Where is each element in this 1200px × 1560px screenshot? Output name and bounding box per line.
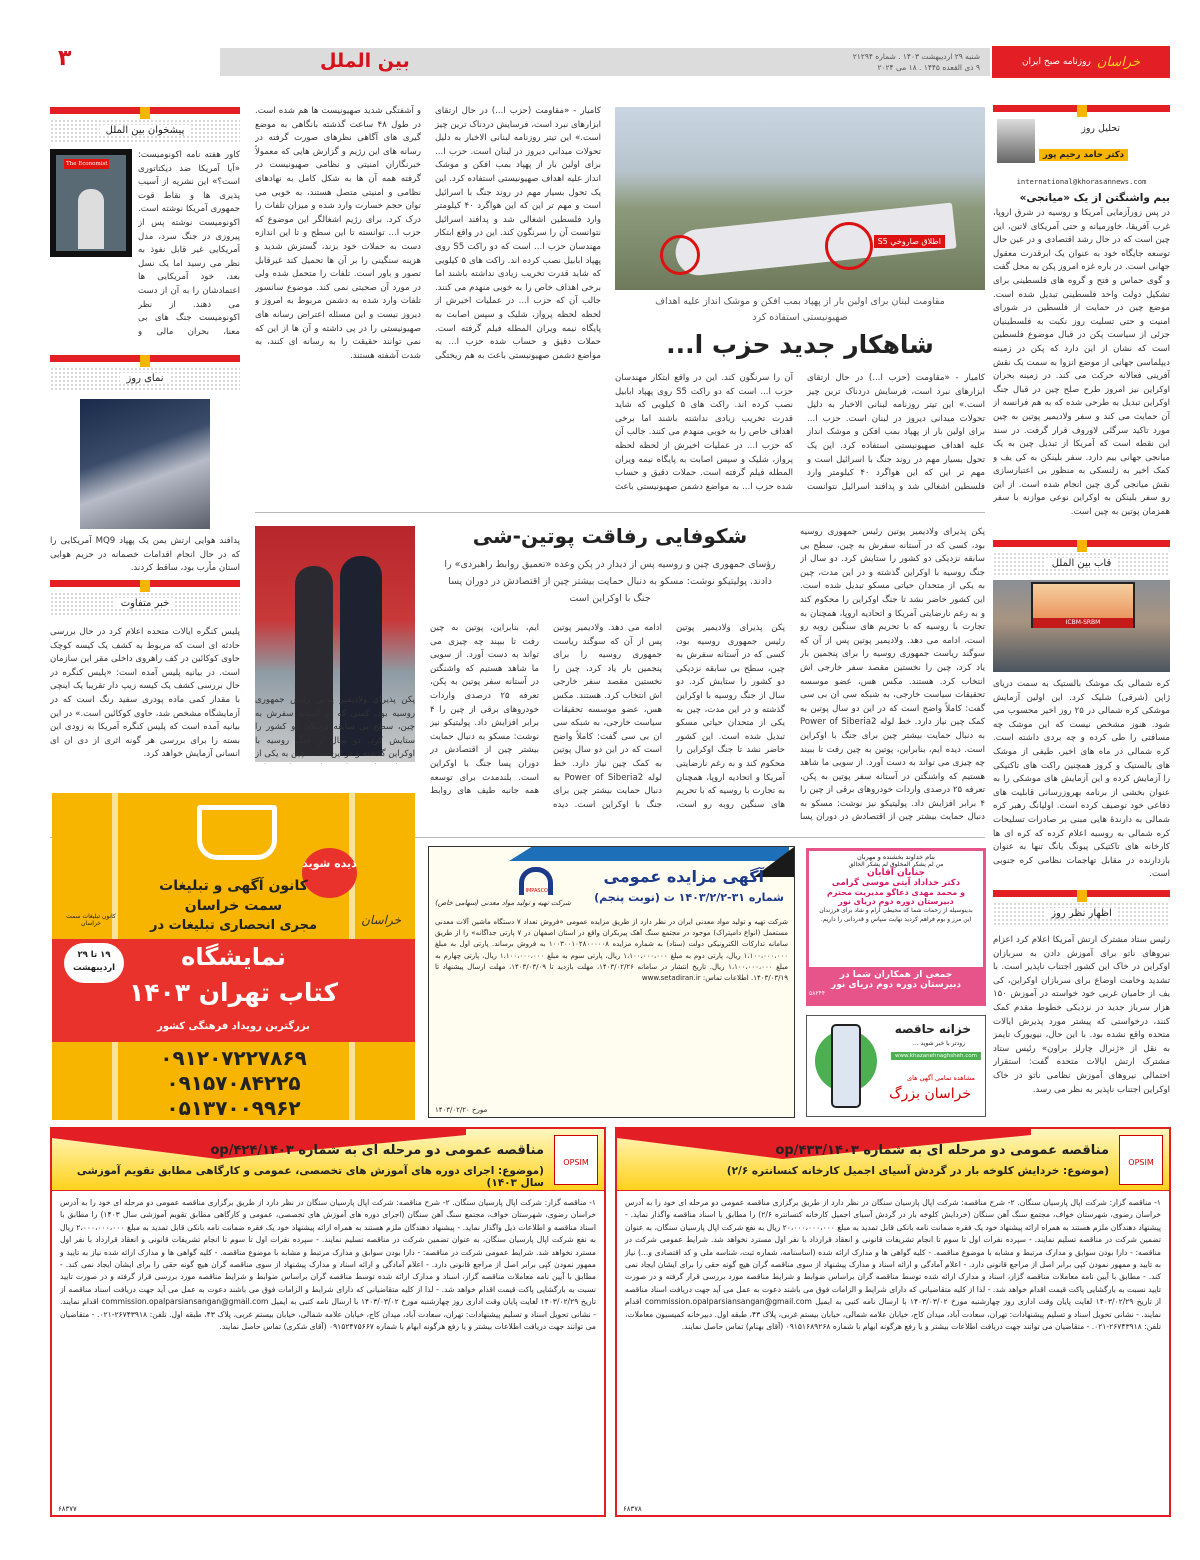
section-label: اظهار نظر روز xyxy=(1045,908,1118,919)
impasco-logo: IMPASCO xyxy=(519,867,553,895)
tender-title: مناقصه عمومی دو مرحله ای به شماره ۱۴۰۳/op/۴۲۴ xyxy=(210,1143,544,1158)
tender-subject: (موضوع: خردایش کلوخه بار در گردش آسیای اجمیل کارخانه کنسانتره ۲/۶) xyxy=(726,1165,1109,1177)
second-body-left: پکن پذیرای ولادیمیر پوتین رئیس جمهوری روسیه بود، کسی که در آستانه سفرش به چین، سطح بی سابقه نزدیکی دو کشور را ستایش کرد. دو سال از جنگ روسیه با اوکراین گذشته و در این مدت، چین به یکی از xyxy=(255,695,415,760)
second-body-main: پکن پذیرای ولادیمیر پوتین رئیس جمهوری روسیه بود، کسی که در آستانه سفرش به چین، سطح بی سابقه نزدیکی دو کشور را ستایش کرد. دو سال از جنگ روسیه با اوکراین گذشته و در این مدت، چین به یکی از متحدان حیاتی مسکو تبدیل شده است. این کشور حاضر نشد تا جنگ اوکراین را محکوم کند و به رغم نارضایتی آمریکا و اتحادیه اروپا، همچنان به تجارت با روسیه که با تحریم های سنگین روبه رو است، ادامه می دهد. ولادیمیر پوتین پس از آن که سوگند ریاست جمهوری روسیه را برای پنجمین بار یاد کرد، چین را نخستین مقصد سفر خارجی اش انتخاب کرد. هستند. مکس هس، عضو موسسه تحقیقات سیاست خارجی، به شبکه سی ان بی سی گفت: کاملاً واضح است که در این دو سال پوتین به کمک چین نیاز دارد. خط لوله Power of Siberia2 به دنبال حمایت بیشتر چین برای جنگ با اوکراین است. دیده ایم، بنابراین، پوتین به چین رفت تا ببیند چه چیزی می تواند به دست آورد. از سویی ما شاهد هستیم که واشنگتن در آستانه سفر پوتین به پکن، تعرفه ۲۵ درصدی واردات خودروهای برقی از چین را ۴ برابر افزایش داد. پولیتیکو نیز نوشت: مسکو به دنبال حمایت بیشتر چین از اقتصادش در دوران پسا جنگ با اوکراین است. بلندمدت برای توسعه همه جانبه طیف های روابط xyxy=(430,623,785,810)
issue-date-hijri: ۹ ذی القعده ۱۴۴۵ . ۱۸ می ۲۰۲۴ xyxy=(877,63,980,72)
lead-body-continued: کامیار - «مقاومت (حزب ا...) در حال ارتقای ابزارهای نبرد است، فرسایش دردناک ترین چیز است.» این تیتر روزنامه لبنانی الاخبار به دلیل تحولات میدانی دیروز در لبنان است. حزب ا... برای اولین بار از پهپاد بمب افکن و موشک انداز علیه اهداف صهیونیستی استفاده کرد. این یک تحول بسیار مهم در روند جنگ با اسرائیل است و مهم تر این که این هواگرد ۴۰ کیلومتر وارد فلسطین اشغالی شد و پدافند اسرائیل نتوانست آن را سرنگون کند. این در واقع ابتکار مهندسان حزب ا... است که دو راکت S5 روی پهپاد ابابیل نصب کرده اند. راکت های ۵ کیلویی که شاید قدرت تخریب زیادی نداشته باشند اما برخی اهداف خاص را به خوبی منهدم می کنند. جالب آن که حزب ا... در عملیات اخیرش از لحظه لحظه پرواز، شلیک و سپس اصابت به پایگاه نیمه ویران المطله فیلم گرفته است. حملات دقیق و حساب شده حزب ا... به مواضع دشمن صهیونیستی باعث به هم ریختگی و آشفتگی شدید صهیونیست ها هم شده است. در طول ۴۸ ساعت گذشته بانگاهی به موضع گیری های آگاهی نظرهای صورت گرفته در رسانه های این رژیم و گزارش هایی که معمولاً خبرنگاران امنیتی و نظامی صهیونیست در گرفته همه آن ها به شکل کامل به نهادهای نظامی و امنیتی متصل هستند، به خوبی می توان حجم خسارت وارد شده و میزان تلفات را درک کرد. برای رژیم اشغالگر این موضوع که حزب ا... توانسته تا این سطح و تا این اندازه دست به حملات خود بزند، گسترش شدید و هزینه سنگینی را بر آن ها تحمیل کند غیرقابل تصور و باور است. تلفات را متحمل شده ولی در مورد آن صحبتی نمی کند. موضوع سانسور تلفات وارد شده به دشمن مربوط به امروز و دیروز نیست و این مسئله اعتراض رسانه های صهیونیستی را در پی داشته و آن ها از این که نمی توانند حقیقت را به رسانه ای کنند، به شدت آشفته هستند. xyxy=(255,106,601,361)
phone-3[interactable]: ۰۵۱۳۷۰۰۹۹۶۲ xyxy=(166,1096,301,1120)
thanks-line6: دبیرستان دوره دوم دریای نور xyxy=(838,897,954,906)
tender-ad-424 xyxy=(50,1127,606,1517)
ad-line2: سمت خراسان xyxy=(184,898,283,914)
auction-number: شماره ۳۱-۱۴۰۳/۲/۲ ت (نوبت پنجم) xyxy=(594,891,784,904)
section-title: بین الملل xyxy=(320,50,410,72)
book-icon xyxy=(197,805,277,860)
hezbollah-drone-photo xyxy=(615,107,985,290)
tender-body: ۱- مناقصه گزار: شرکت اپال پارسیان سنگان. ۲- شرح مناقصه: شرکت اپال پارسیان سنگان در نظر دارد از طریق برگزاری مناقصه عمومی دو مرحله ای خود را به آدرس خراسان رضوی، شهرستان خواف، مجتمع سنگ آهن سنگان (اجرای دوره های آموزش های تخصصی، عمومی و کارگاهی مطابق تقویم آموزشی سال ۱۴۰۳) را مطابق با اسناد مناقصه و اطلاعات ذیل واگذار نماید. - پیشنهاد دهندگان ملزم هستند به همراه ارائه پیشنهاد خود یک فقره ضمانت نامه بانکی قابل تمدید به مبلغ ۲،۰۰۰،۰۰۰،۰۰۰ ریال به نفع شرکت اپال پارسیان سنگان، به عنوان تضمین شرکت در مناقصه تسلیم نمایند. - سپرده نفرات اول تا سوم تا انجام تشریفات قانونی و انعقاد قرارداد با نفر اول مسترد نخواهد شد. شرایط عمومی شرکت در مناقصه: - دارا بودن سوابق و مدارک مرتبط و مشابه با موضوع مناقصه. - کلیه گواهی ها و مدارک ارائه شده نیاز به تایید و ممهور نمودن کپی برابر اصل از مراجع قانونی دارد. - اعلام آمادگی و ارائه اسناد و مدارک پیشنهاد از سوی مناقصه گران هیچ گونه حقی را برای ایشان ایجاد نمی کند. - مطابق با آیین نامه معاملات مناقصه گزار، اسناد و مدارک ارائه شده توسط مناقصه گران براساس ضوابط و شرایط مناقصه مورد بررسی قرار گرفته و در صورت تایید نسبت به بارگشایی پاکت قیمت اقدام خواهد شد. - لذا از کلیه متقاضیانی که دارای شرایط و الزامات فوق می باشند دعوت به عمل می آید جهت دریافت اسناد مناقصه از تاریخ ۱۴۰۳/۰۲/۲۹ لغایت پایان وقت اداری روز چهارشنبه مورخ ۱۴۰۳/۰۳/۰۲ با ارسال نامه کتبی به ایمیل commission.opalparsiansangan@gmail.com اقدام نمایند. - نشانی تحویل اسناد و تسلیم پیشنهادات: تهران، سعادت آباد، میدان کاج، خیابان علامه شمالی، خیابان بیستم غربی، پلاک ۴۳، طبقه اول. تلفن: ۲۶۷۴۳۹۱۸-۰۲۱. - متقاضیان می توانند جهت دریافت اطلاعات بیشتر و یا رفع هرگونه ابهام با شماره ۰۹۱۵۲۴۷۵۶۶۷ (آقای شکری) تماس حاصل نمایند. xyxy=(60,1198,596,1332)
second-headline: شکوفایی رفاقت پوتین-شی xyxy=(472,524,748,548)
tagline: روزنامه صبح ایران xyxy=(1021,57,1091,67)
photo-of-day-column xyxy=(50,355,240,579)
lead-kicker: مقاومت لبنان برای اولین بار از پهپاد بمب افکن و موشک انداز علیه اهداف صهیونیستی استفاده کرد xyxy=(655,296,945,323)
classified-line2: خراسان بزرگ xyxy=(889,1086,971,1102)
tender-title: مناقصه عمومی دو مرحله ای به شماره ۱۴۰۳/op/۴۳۳ xyxy=(775,1143,1109,1158)
frame-column xyxy=(993,540,1170,878)
drone-wreck-photo xyxy=(80,399,210,529)
tender-code: ۶۸۳۷۷ xyxy=(58,1505,77,1513)
opinion-column xyxy=(993,890,1170,1114)
photo-caption: پدافند هوایی ارتش یمن یک پهپاد MQ9 آمریکایی را که در حال انجام اقدامات خصمانه در حریم هوایی استان مأرب بود، ساقط کردند. xyxy=(50,536,240,574)
issue-date: شنبه ۲۹ اردیبهشت ۱۴۰۳ . شماره ۲۱۲۹۴ xyxy=(852,52,980,61)
north-korea-photo xyxy=(993,580,1170,672)
tender-body: ۱- مناقصه گزار: شرکت اپال پارسیان سنگان. ۲- شرح مناقصه: شرکت اپال پارسیان سنگان در نظر دارد از طریق برگزاری مناقصه عمومی دو مرحله ای خود را به آدرس خراسان رضوی، شهرستان خواف، مجتمع سنگ آهن سنگان (خردایش کلوخه بار در گردش آسیای اجمیل کارخانه کنسانتره ۲/۶) را مطابق با اسناد مناقصه واگذار نماید. - پیشنهاد دهندگان ملزم هستند به همراه ارائه پیشنهاد خود یک فقره ضمانت نامه بانکی قابل تمدید به مبلغ ۲۰،۰۰۰،۰۰۰،۰۰۰ ریال به نفع شرکت اپال پارسیان سنگان، به عنوان تضمین شرکت در مناقصه تسلیم نمایند. - سپرده نفرات اول تا سوم تا انجام تشریفات قانونی و انعقاد قرارداد با نفر اول مسترد نخواهد شد. شرایط عمومی شرکت در مناقصه: - دارا بودن سوابق و مدارک مرتبط و مشابه با موضوع مناقصه. - کلیه گواهی ها و مدارک ارائه شده (اساسنامه، شماره ثبت، شناسه ملی و کد اقتصادی و...) نیاز به تایید و ممهور نمودن کپی برابر اصل از مراجع قانونی دارد. - اعلام آمادگی و ارائه اسناد و مدارک پیشنهاد از سوی مناقصه گران هیچ گونه حقی را برای ایشان ایجاد نمی کند. - مطابق با آیین نامه معاملات مناقصه گزار، اسناد و مدارک ارائه شده توسط مناقصه گران براساس ضوابط و شرایط مناقصه مورد بررسی قرار گرفته و در صورت تایید نسبت به بارگشایی پاکت قیمت اقدام خواهد شد. - لذا از کلیه متقاضیانی که دارای شرایط و الزامات فوق می باشند دعوت به عمل می آید جهت دریافت اسناد مناقصه از تاریخ ۱۴۰۳/۰۲/۲۹ لغایت پایان وقت اداری روز چهارشنبه مورخ ۱۴۰۳/۰۳/۰۲ با ارسال نامه کتبی به ایمیل commission.opalparsiansangan@gmail.com اقدام نمایند. - نشانی تحویل اسناد و تسلیم پیشنهادات: تهران، سعادت آباد، میدان کاج، خیابان علامه شمالی، خیابان بیستم غربی، پلاک ۴۳، طبقه اول. دبیرخانه کمیسیون معاملات، تلفن: ۲۶۷۴۳۹۱۸-۰۲۱. - متقاضیان می توانند جهت دریافت اطلاعات بیشتر و یا رفع هرگونه ابهام با شماره ۰۹۱۵۱۶۸۹۲۶۸ (آقای بهنام) تماس حاصل نمایند. xyxy=(625,1198,1162,1332)
analysis-title: بیم واشنگتن از یک «میانجی» xyxy=(1019,192,1170,204)
frame-body: کره شمالی یک موشک بالستیک به سمت دریای ژاپن (شرقی) شلیک کرد. این اولین آزمایش موشکی کره شمالی در ۲۵ روز اخیر محسوب می شود. هنوز مشخص نیست که این موشک چه مسافتی را طی کرده و چه بردی داشته است. کره شمالی در ماه های اخیر، طیفی از موشک های بالستیک و کروز همچنین راکت های تاکتیکی را آزمایش کرده و این آزمایش های موشکی را به عنوان بخشی از برنامه بهروزرسانی قابلیت های دفاعی خود توصیف کرده است. اولیانگ رهبر کره شمالی به دارندۀ هایی مبنی بر صادرات تسلیحات کره شمالی به روسیه اعلام کرده که کره ای ها کارخانه های تاکتیکی پیونگ یانگ تنها به عنوان بازدارنده در مقابل تهاجمات نظامی کره جنوبی است. xyxy=(993,679,1170,878)
author-photo xyxy=(997,119,1035,163)
auction-title: آگهی مزایده عمومی xyxy=(603,867,764,886)
thanks-line4: دکتر خداداد آیتی موسی گرامی xyxy=(831,878,961,888)
second-subhead: رؤسای جمهوری چین و روسیه پس از دیدار در پکن وعده «تعمیق روابط راهبردی» را دادند. پولیتیکو نوشت: مسکو به دنبال حمایت بیشتر چین از اقتصادش در دوران پسا جنگ با اوکراین است xyxy=(444,559,776,604)
logo-box xyxy=(992,46,1170,78)
odd-news-column xyxy=(50,580,240,771)
masthead xyxy=(50,46,1170,78)
economist-cover xyxy=(50,149,132,257)
khorasan-classifieds-ad xyxy=(806,1015,986,1117)
agency-logo: کانون تبلیغات سمت خراسان xyxy=(66,913,116,927)
brand-logo: خزانه حاقصه xyxy=(894,1022,971,1036)
auction-footer: مورخ ۱۴۰۳/۰۲/۲۰ xyxy=(435,1106,488,1114)
photo-label: اطلاق صاروخي S5 xyxy=(874,235,945,248)
opsim-logo: OPSIM xyxy=(554,1135,598,1185)
magazine-name: The Economist xyxy=(66,161,108,167)
thanks-line1: بنام خداوند بخشنده و مهربان xyxy=(857,853,935,861)
slogan: زودتر با خبر شوید ... xyxy=(912,1040,965,1047)
auction-ad xyxy=(428,846,795,1118)
fair-title2: کتاب تهران ۱۴۰۳ xyxy=(128,978,339,1007)
ad-line3: مجری انحصاری تبلیغات در xyxy=(149,918,318,933)
section-label: پیشخوان بین الملل xyxy=(100,125,191,136)
opsim-logo: OPSIM xyxy=(1119,1135,1163,1185)
analysis-body: در پس زورآزمایی آمریکا و روسیه در شرق اروپا، غرب آفریقا، خاورمیانه و حتی آمریکای لاتین، این چین است که در حال رشد اقتصادی و در عین حال توسعه جایگاه خود به عنوان یک ابرقدرت معقول جهانی است. در باره غزه امروز پکن به محل گفت و گوی حماس و فتح و گروه های فلسطینی برای تشکیل دولت واحد فلسطینی تبدیل شده است. موضع چین در حمایت از فلسطین در شورای امنیت و حتی تسلیت روز نکبت به فلسطینیان جزئی از سیاست پکن در قبال موضوع فلسطین است که نشان از این دارد که پکن در زمینه دیپلماسی جهانی از موضع انزوا به سمت یک نقش آفرینی فعالانه حرکت می کند. در زمینه بحران اوکراین نیز امروز طرح صلح چین در قبال جنگ اوکراین تبدیل به طرحی شده که به هم فرانسه از آن حمایت می کند و سفر ولادیمیر پوتین به چین مورد تاکید سرگئی لاوروف قرار گرفت. در سند این نقطه است که آمریکا از تبدیل چین به یک میانجی جهانی بیم دارد. سفر بلینکن به کی یف و کمک اخیر به زلنسکی به منظور بی اعتبارسازی نقش میانجی گری چین انجام شده است. از این رو سفر بلینکن به اوکراین نوعی موازنه با سفر همزمان پوتین به چین است. xyxy=(993,208,1170,518)
logo: خراسان xyxy=(1096,54,1141,70)
thanks-line7: بدینوسیله از زحمات شما که محیطی آرام و شاد برای فرزندان این مرز و بوم فراهم کردید نهایت سپاس و قدردانی را داریم. xyxy=(819,907,973,923)
book-fair-ad xyxy=(52,793,415,1120)
ad-code: ۵۸۲۴۴ xyxy=(809,990,826,997)
tv-caption: ICBM-SRBM xyxy=(1033,618,1133,628)
fair-title1: نمایشگاه xyxy=(181,943,286,971)
press-body: کاور هفته نامه اکونومیست: «آیا آمریکا ضد دیکتاتوری است؟» این نشریه از آسیب پذیری ها و نقاط قوت جمهوری آمریکا نوشته است. اکونومیست نوشته پس از پیروزی در جنگ سرد، مدل آمریکایی غیر قابل نفوذ به نظر می رسید اما یک نسل بعد، خود آمریکایی ها اعتمادشان را به آن از دست می دهند. از نظر اکونومیست جنگ های بی معنا، بحران مالی و xyxy=(138,150,240,337)
odd-news-body: پلیس کنگره ایالات متحده اعلام کرد در حال بررسی حادثه ای است که مربوط به کشف یک کیسه کوچک حاوی کوکائین در کف راهروی داخلی مقر این سازمان است. در بیانیه پلیس آمده است: «پلیس کنگره در حال بررسی کشف یک کیسه زیپ دار تقریبا یک اینچی با مقدار کمی ماده پودری سفید رنگ است که در آزمایشگاه مشخص شد، حاوی کوکائین است.» در این بیانیه آمده است که پلیس کنگره آمریکا به زودی این بسته را برای بررسی هر گونه اثری از دی ان ای انسانی آزمایش خواهد کرد. xyxy=(50,627,240,760)
khorasan-logo: خراسان xyxy=(361,913,401,927)
analysis-column xyxy=(993,105,1170,539)
second-body-right: پکن پذیرای ولادیمیر پوتین رئیس جمهوری روسیه بود، کسی که در آستانه سفرش به چین، سطح بی سابقه نزدیکی دو کشور را ستایش کرد. دو سال از جنگ روسیه با اوکراین گذشته و در این مدت، چین به یکی از متحدان حیاتی مسکو تبدیل شده است. این کشور حاضر نشد تا جنگ اوکراین را محکوم کند و به رغم نارضایتی آمریکا و اتحادیه اروپا، همچنان به تجارت با روسیه که با تحریم های سنگین روبه رو است، ادامه می دهد. ولادیمیر پوتین پس از آن که سوگند ریاست جمهوری روسیه را برای پنجمین بار یاد کرد، چین را نخستین مقصد سفر خارجی اش انتخاب کرد. هستند. مکس هس، عضو موسسه تحقیقات سیاست خارجی، به شبکه سی ان بی سی گفت: کاملاً واضح است که در این دو سال پوتین به کمک چین نیاز دارد. خط لوله Power of Siberia2 به دنبال حمایت بیشتر چین برای جنگ با اوکراین است. دیده ایم، بنابراین، پوتین به چین رفت تا ببیند چه چیزی می تواند به دست آورد. از سویی ما شاهد هستیم که واشنگتن در آستانه سفر پوتین به پکن، تعرفه ۲۵ درصدی واردات خودروهای برقی از چین را ۴ برابر افزایش داد. پولیتیکو نیز نوشت: مسکو به دنبال حمایت بیشتر چین از اقتصادش در دوران پسا xyxy=(800,527,985,822)
section-bar xyxy=(220,48,990,76)
section-label: قاب بین الملل xyxy=(1046,558,1118,569)
phone-1[interactable]: ۰۹۱۲۰۷۲۲۷۸۶۹ xyxy=(160,1046,307,1070)
fair-subtitle: بزرگترین رویداد فرهنگی کشور xyxy=(157,1021,310,1032)
thanks-line2: من لم یشکر المخلوق لم یشکر الخالق xyxy=(848,861,944,868)
tender-subject: (موضوع: اجرای دوره های آموزش های تخصصی، عمومی و کارگاهی مطابق تقویم آموزشی سال ۱۴۰۳) xyxy=(76,1165,544,1189)
tender-code: ۶۸۳۷۸ xyxy=(623,1505,642,1513)
author-name: دکتر حامد رحیم پور xyxy=(1039,149,1128,161)
section-label: تحلیل روز xyxy=(1081,123,1120,134)
auction-company: شرکت تهیه و تولید مواد معدنی (سهامی خاص) xyxy=(435,899,571,907)
classified-line1: مشاهده تمامی آگهی های xyxy=(907,1074,975,1082)
opinion-body: رئیس ستاد مشترک ارتش آمریکا اعلام کرد اعزام نیروهای ناتو برای آموزش دادن به سربازان اوکراین در خاک این کشور اجتناب ناپذیر است. با تشدید وخامت اوضاع برای سربازان اوکراین، کی یف از حامیان غربی خود خواسته در آموزش ۱۵۰ هزار سرباز جدید در نزدیکی خطوط مقدم کمک کنند، درخواستی که پیشتر مورد پذیرش ایالات متحده واقع نشده بود. با این حال، نیویورک تایمز به نقل از «ژنرال چارلز براون» رئیس ستاد مشترک ارتش ایالات متحده گفت: استقرار احتمالی نیروهای آموزش نظامی ناتو در خاک اوکراین اجتناب ناپذیر به نظر می رسد. xyxy=(993,935,1170,1095)
section-label: نمای روز xyxy=(120,373,169,384)
website-link[interactable]: www.khazanehnaghsheh.com xyxy=(891,1052,981,1060)
thanks-ad xyxy=(806,848,986,1006)
thanks-line5: و محمد مهدی دعاگو مدیریت محترم xyxy=(827,888,965,897)
ad-line1: کانون آگهی و تبلیغات xyxy=(159,878,308,894)
divider xyxy=(255,512,985,513)
section-label: خبر متفاوت xyxy=(115,598,176,609)
thanks-line9: دبیرستان دوره دوم دریای نور xyxy=(831,980,961,990)
author-email: international@khorasannews.com xyxy=(1016,177,1147,186)
badge: دیده شوید xyxy=(302,848,357,898)
auction-body: شرکت تهیه و تولید مواد معدنی ایران در نظر دارد از طریق مزایده عمومی «فروش تعداد ۷ دستگاه ماشین آلات معدنی مستعمل (انواع دامپتراک) موجود در مجتمع سنگ آهک پیربکران واقع در استان اصفهان در ۷ پارتی جداگانه» را از طریق سامانه تدارکات الکترونیکی دولت (ستاد) به شماره مزایده ۱۰۰۳۰۰۱۰۲۸۰۰۰۰۰۸ به فروش برساند. پارتی اول به مبلغ ۱،۱۰۰،۰۰۰،۰۰۰ ریال، پارتی دوم به مبلغ ۱،۱۰۰،۰۰۰،۰۰۰ ریال، پارتی سوم به مبلغ ۱،۱۰۰،۰۰۰،۰۰۰ ریال، پارتی چهارم به مبلغ ۱،۱۰۰،۰۰۰،۰۰۰ ریال. تاریخ انتشار در سامانه ۱۴۰۳/۰۲/۲۶، مهلت بازدید تا ۱۴۰۳/۰۳/۰۹، مهلت ارسال پیشنهاد تا ۱۴۰۳/۰۳/۱۹. اطلاعات تماس: www.setadiran.ir xyxy=(435,918,788,983)
thanks-line3: جنابان آقایان xyxy=(867,868,925,878)
tender-ad-433 xyxy=(615,1127,1171,1517)
press-column xyxy=(50,107,240,339)
date-badge: ۱۹ تا ۲۹ اردیبهشت xyxy=(64,943,124,983)
thanks-line8: جمعی از همکاران شما در xyxy=(839,970,953,980)
lead-body-bottom: کامیار - «مقاومت (حزب ا...) در حال ارتقای ابزارهای نبرد است، فرسایش دردناک ترین چیز است.» این تیتر روزنامه لبنانی الاخبار به دلیل تحولات میدانی دیروز در لبنان است. حزب ا... برای اولین بار از پهپاد بمب افکن و موشک انداز علیه اهداف صهیونیستی استفاده کرد. این یک تحول بسیار مهم در روند جنگ با اسرائیل است و مهم تر این که این هواگرد ۴۰ کیلومتر وارد فلسطین اشغالی شد و پدافند اسرائیل نتوانست آن را سرنگون کند. این در واقع ابتکار مهندسان حزب ا... است که دو راکت S5 روی پهپاد ابابیل نصب کرده اند. راکت های ۵ کیلویی که شاید قدرت تخریب زیادی نداشته باشند اما برخی اهداف خاص را به خوبی منهدم می کنند. جالب آن که حزب ا... در عملیات اخیرش از لحظه لحظه پرواز، شلیک و سپس اصابت به پایگاه نیمه ویران المطله فیلم گرفته است. حملات دقیق و حساب شده حزب ا... به مواضع دشمن صهیونیستی باعث xyxy=(615,373,985,492)
page-number: ۳ xyxy=(58,46,72,71)
phone-2[interactable]: ۰۹۱۵۷۰۸۴۲۲۵ xyxy=(166,1071,301,1095)
lead-headline: شاهکار جدید حزب ا... xyxy=(666,330,934,359)
